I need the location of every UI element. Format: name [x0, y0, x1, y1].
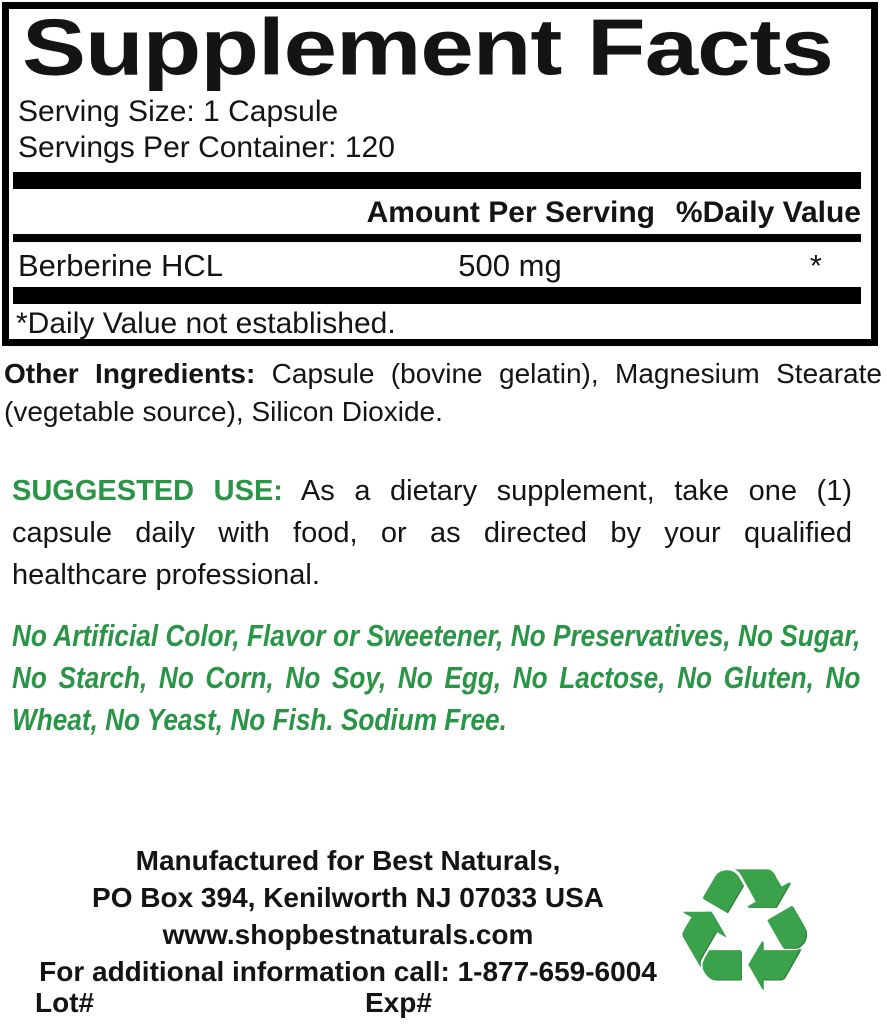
recycle-icon: ♻: [668, 836, 821, 1024]
free-of-claims: No Artificial Color, Flavor or Sweetener, No Preservatives, No Sugar, No Starch, No Corn, No Soy, No Egg, No Lactose, No Gluten, No Wheat, No Yeast, No Fish. Sodium Free.: [12, 618, 861, 737]
divider-bar-thick-bottom: [13, 287, 861, 304]
ingredient-name: Berberine HCL: [18, 248, 224, 283]
servings-per-container: Servings Per Container: 120: [18, 131, 395, 164]
column-header-daily-value: %Daily Value: [675, 196, 861, 229]
suggested-use-label: SUGGESTED USE:: [12, 475, 283, 507]
other-ingredients-text: Capsule (bovine gelatin), Magnesium Stearate (vegetable source), Silicon Dioxide.: [4, 358, 882, 427]
panel-title: Supplement Facts: [22, 3, 833, 92]
ingredient-daily-value: *: [809, 248, 822, 283]
divider-bar-thick-top: [13, 172, 861, 189]
exp-number-label: Exp#: [365, 987, 432, 1018]
suggested-use-text: As a dietary supplement, take one (1) capsule daily with food, or as directed by your qualified healthcare professional.: [12, 475, 852, 591]
footer-website: www.shopbestnaturals.com: [162, 919, 534, 950]
other-ingredients-label: Other Ingredients:: [4, 358, 256, 389]
serving-size: Serving Size: 1 Capsule: [18, 95, 339, 128]
daily-value-footnote: *Daily Value not established.: [16, 307, 396, 340]
footer: [8, 842, 688, 990]
divider-bar-thin: [13, 234, 861, 242]
lot-number-label: Lot#: [35, 987, 95, 1018]
ingredient-amount: 500 mg: [458, 248, 562, 283]
footer-manufacturer: Manufactured for Best Naturals,: [135, 845, 561, 876]
suggested-use: [12, 470, 852, 596]
other-ingredients: [4, 355, 882, 431]
footer-address: PO Box 394, Kenilworth NJ 07033 USA: [92, 882, 604, 913]
column-header-amount: Amount Per Serving: [366, 196, 655, 229]
footer-phone: For additional information call: 1-877-659-6004: [39, 956, 657, 987]
